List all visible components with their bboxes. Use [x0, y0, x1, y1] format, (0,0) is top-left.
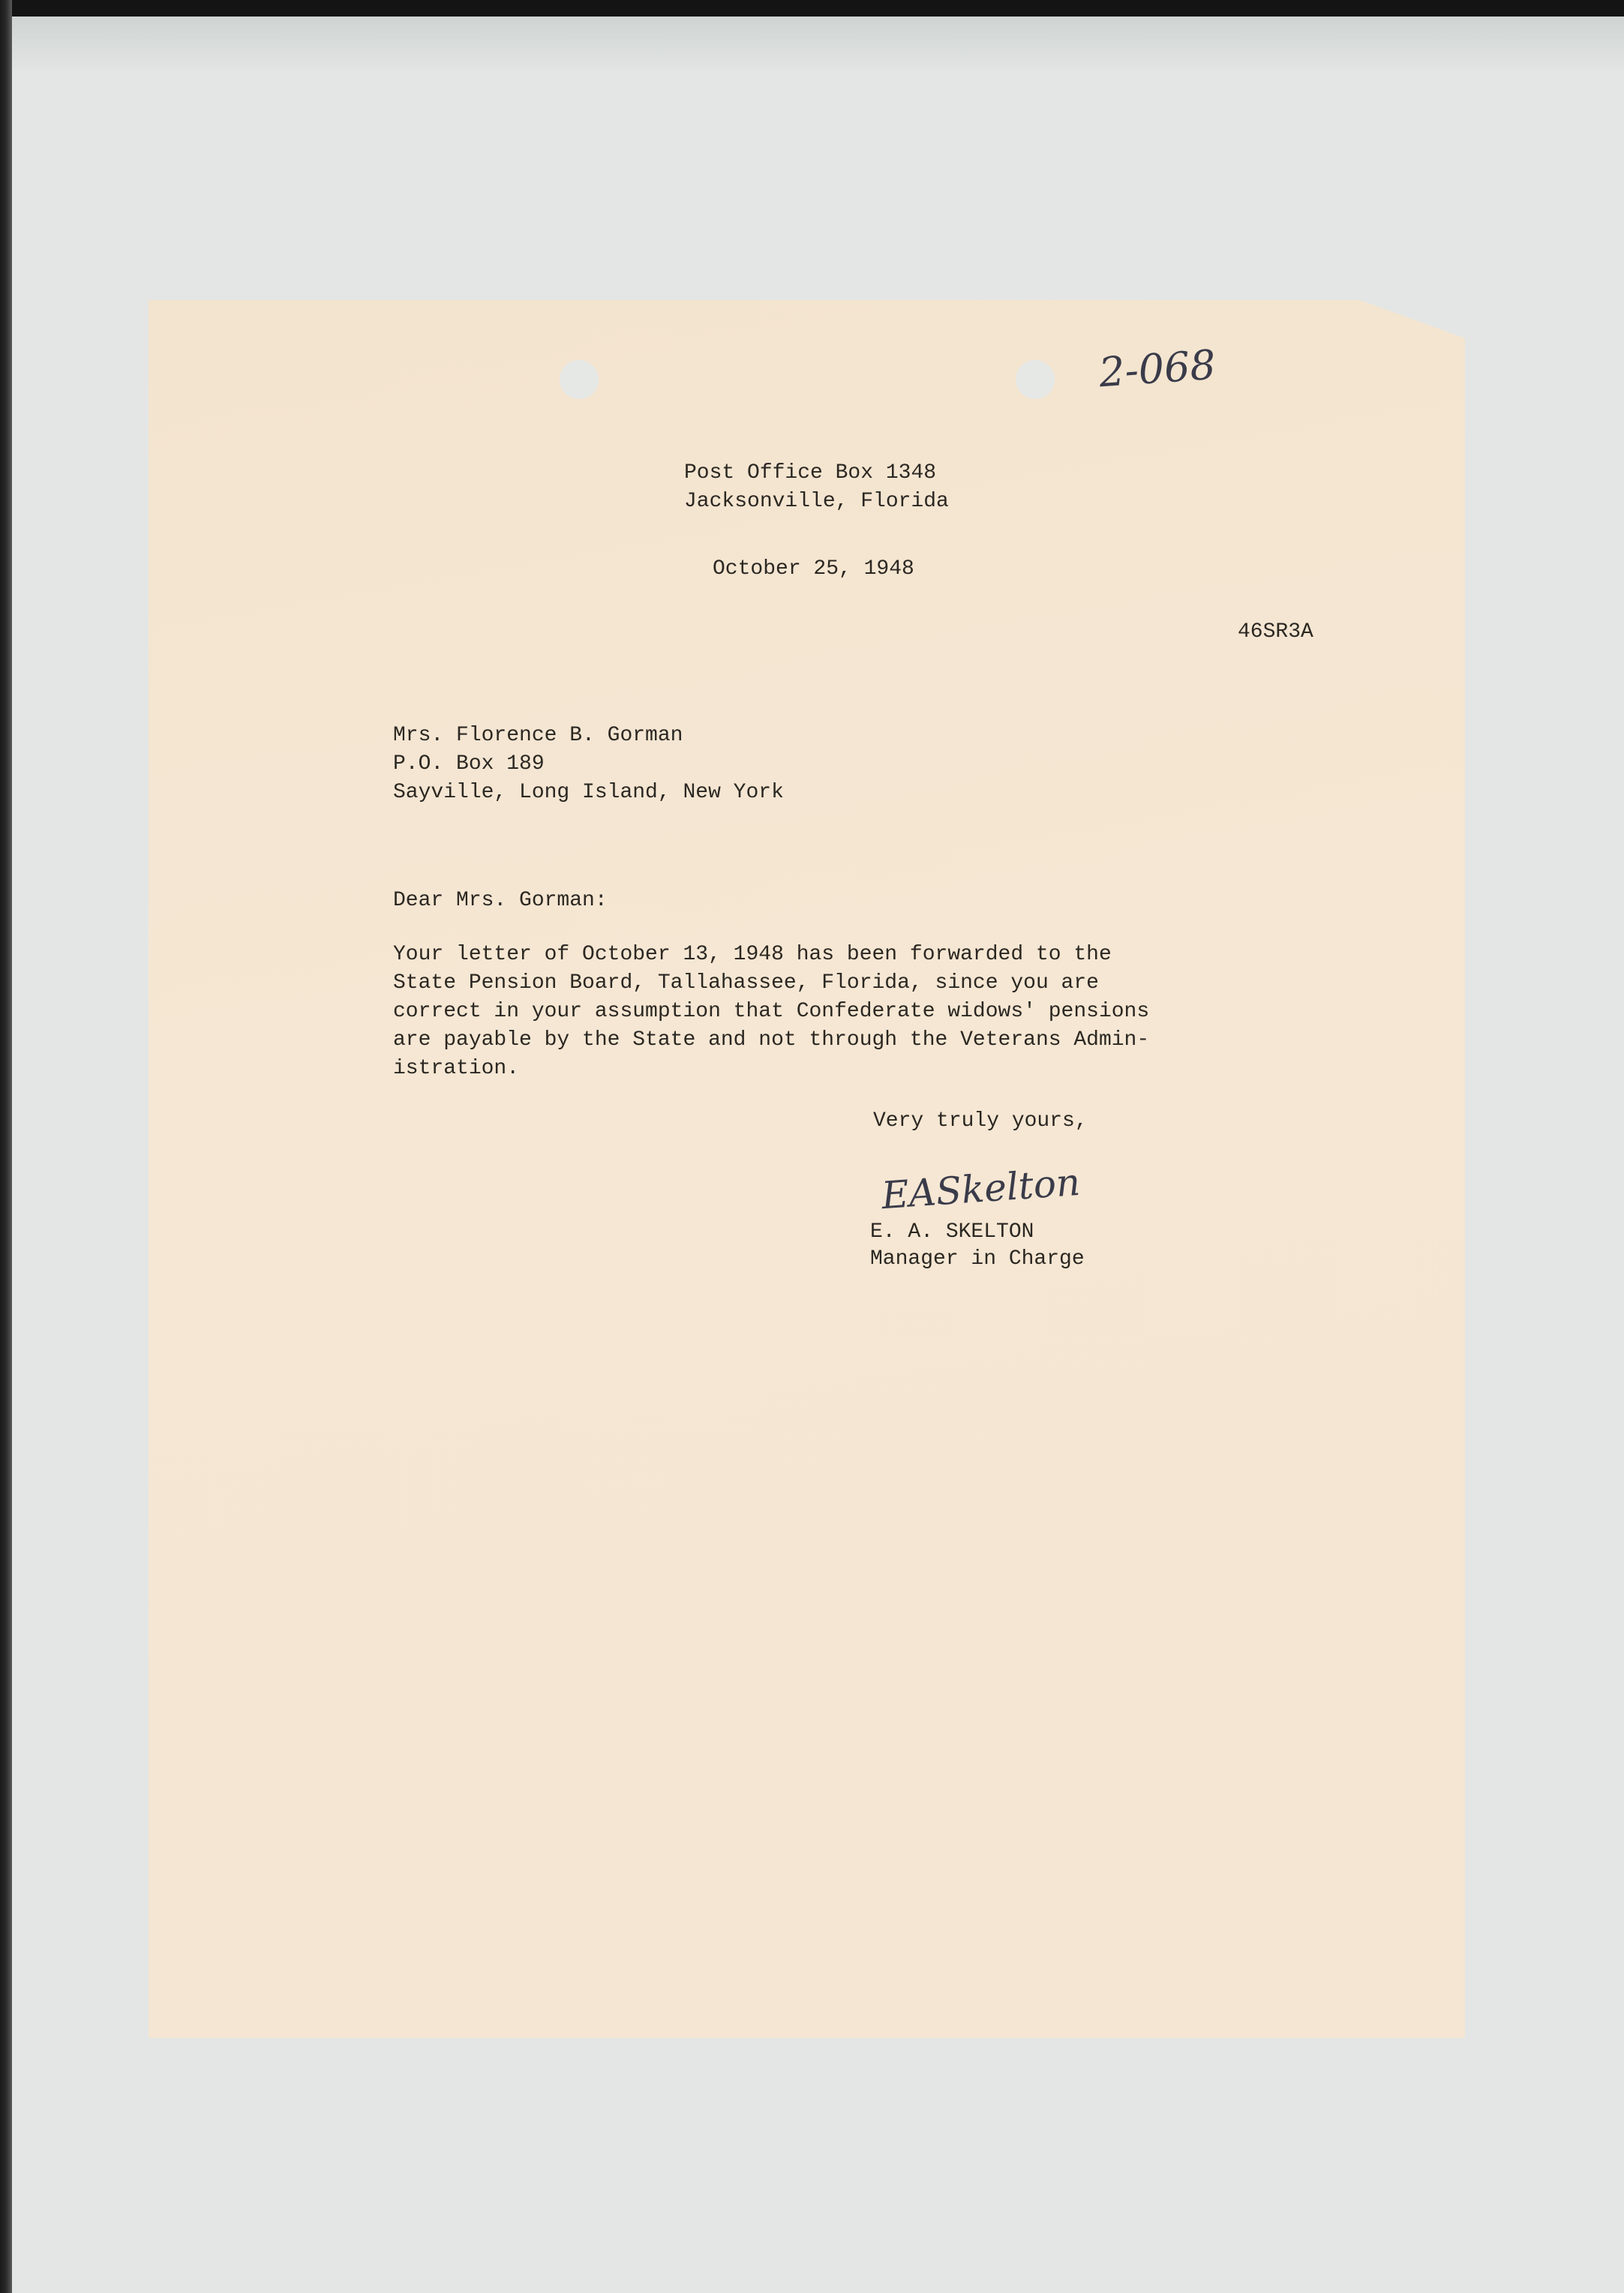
archive-number: 2-068: [1097, 341, 1217, 397]
signer-title: Manager in Charge: [870, 1247, 1085, 1271]
body-line-4: are payable by the State and not through the Veterans Admin-: [393, 1028, 1150, 1052]
body-line-5: istration.: [393, 1057, 520, 1080]
letter-date: October 25, 1948: [713, 557, 914, 581]
return-address-line2: Jacksonville, Florida: [684, 490, 949, 513]
scanner-edge-top: [0, 0, 1624, 17]
handwritten-signature: EASkelton: [880, 1160, 1082, 1218]
recipient-box: P.O. Box 189: [393, 752, 545, 776]
recipient-city: Sayville, Long Island, New York: [393, 781, 784, 804]
return-address-line1: Post Office Box 1348: [684, 461, 937, 485]
scanner-edge-left: [0, 0, 12, 2293]
body-line-1: Your letter of October 13, 1948 has been forwarded to the: [393, 943, 1112, 966]
scanner-shadow-strip: [12, 17, 1624, 71]
body-line-3: correct in your assumption that Confederate widows' pensions: [393, 1000, 1150, 1023]
closing: Very truly yours,: [873, 1109, 1088, 1133]
punch-hole-right: [1016, 360, 1055, 399]
reference-code: 46SR3A: [1238, 620, 1313, 644]
recipient-name: Mrs. Florence B. Gorman: [393, 724, 683, 747]
body-line-2: State Pension Board, Tallahassee, Florida, since you are: [393, 971, 1099, 995]
signer-name: E. A. SKELTON: [870, 1220, 1034, 1244]
punch-hole-left: [560, 360, 599, 399]
salutation: Dear Mrs. Gorman:: [393, 889, 608, 912]
